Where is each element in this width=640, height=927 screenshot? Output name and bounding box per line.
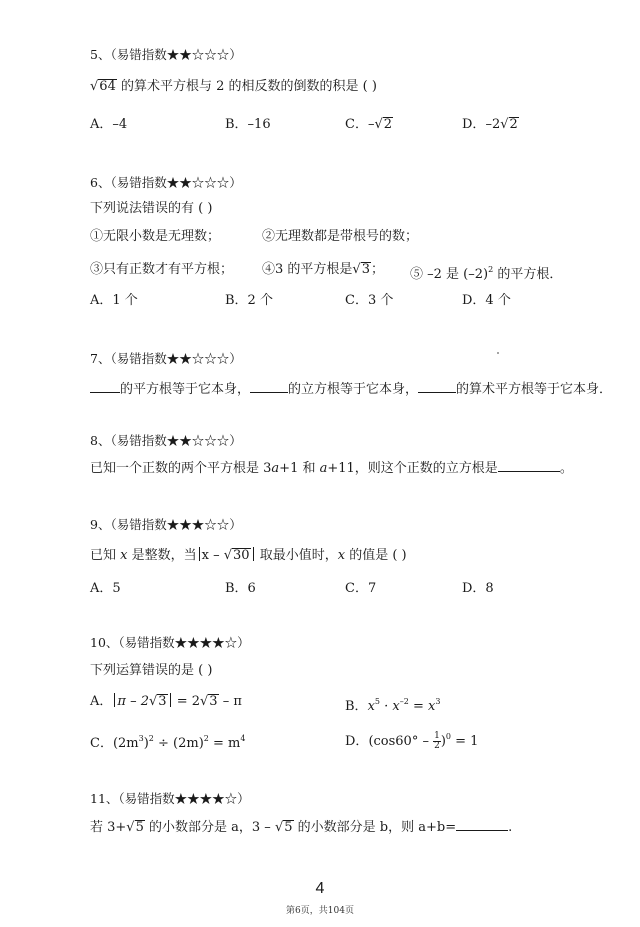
q6-statement-3: ③只有正数才有平方根； [90, 262, 234, 277]
q9-title: 9、（易错指数★★★☆☆） [90, 517, 242, 532]
q11-title: 11、（易错指数★★★★☆） [90, 791, 250, 806]
page-number: 4 [315, 880, 325, 897]
q9-option-a: A．5 [90, 581, 121, 596]
q10-option-a: A． π – 2√3 = 2√3 – π [90, 694, 242, 709]
q7-stem: 的平方根等于它本身， 的立方根等于它本身， 的算术平方根等于它本身． [90, 380, 612, 399]
q6-stem: 下列说法错误的有 ( ) [90, 201, 213, 216]
q7-blank-2[interactable] [250, 380, 288, 393]
q8-stem: 已知一个正数的两个平方根是 3a+1 和 a+11，则这个正数的立方根是 。 [90, 461, 573, 476]
q6-option-d: D．4 个 [462, 293, 511, 308]
q10-title: 10、（易错指数★★★★☆） [90, 635, 250, 650]
q9-option-d: D．8 [462, 581, 494, 596]
q6-option-b: B．2 个 [225, 293, 273, 308]
q8-title: 8、（易错指数★★☆☆☆） [90, 433, 242, 448]
q10-option-c: C．$(2m^3)^2 \div (2m)^2 = m^4$ [90, 734, 246, 751]
q6-statement-5: ⑤ –2 是 $(-2)^2$ 的平方根． [410, 265, 563, 282]
q11-stem: 若 3+√5 的小数部分是 a，3 – √5 的小数部分是 b，则 a+b= . [90, 820, 513, 835]
q8-blank[interactable] [498, 459, 560, 472]
q5-option-a: A．–4 [90, 117, 128, 132]
q10-option-d: D．(cos60° – $\frac{1}{2}$ )$^0$ = 1 [345, 731, 479, 751]
q5-option-c: C．–√2 [345, 117, 393, 132]
q5-option-b: B．–16 [225, 117, 271, 132]
q7-blank-1[interactable] [90, 380, 120, 393]
q6-statement-1: ①无限小数是无理数； [90, 229, 221, 244]
page-footer: 第6页，共104页 [286, 906, 354, 916]
q11-blank[interactable] [456, 818, 508, 831]
q6-statement-2: ②无理数都是带根号的数； [262, 229, 419, 244]
q5-radicand: 64 [99, 79, 116, 94]
q9-stem: 已知 x 是整数，当 x – √30 取最小值时，x 的值是 ( ) [90, 548, 407, 563]
q6-statement-4: ④3 的平方根是√3； [262, 262, 384, 277]
q5-option-d: D．–2√2 [462, 117, 518, 132]
q7-blank-3[interactable] [418, 380, 456, 393]
q6-option-a: A．1 个 [90, 293, 138, 308]
q5-stem: √64 的算术平方根与 2 的相反数的倒数的积是 ( ) [90, 79, 377, 94]
q6-option-c: C．3 个 [345, 293, 394, 308]
q10-stem: 下列运算错误的是 ( ) [90, 663, 213, 678]
q5-title: 5、（易错指数★★☆☆☆） [90, 47, 242, 62]
q9-option-c: C．7 [345, 581, 377, 596]
scan-speck [497, 352, 499, 354]
q5-stem-text: 的算术平方根与 2 的相反数的倒数的积是 ( ) [116, 79, 377, 94]
q6-title: 6、（易错指数★★☆☆☆） [90, 175, 242, 190]
q7-title: 7、（易错指数★★☆☆☆） [90, 351, 242, 366]
q10-option-b: B．$x^5 \cdot x^{-2} = x^3$ [345, 697, 441, 714]
q9-option-b: B．6 [225, 581, 256, 596]
